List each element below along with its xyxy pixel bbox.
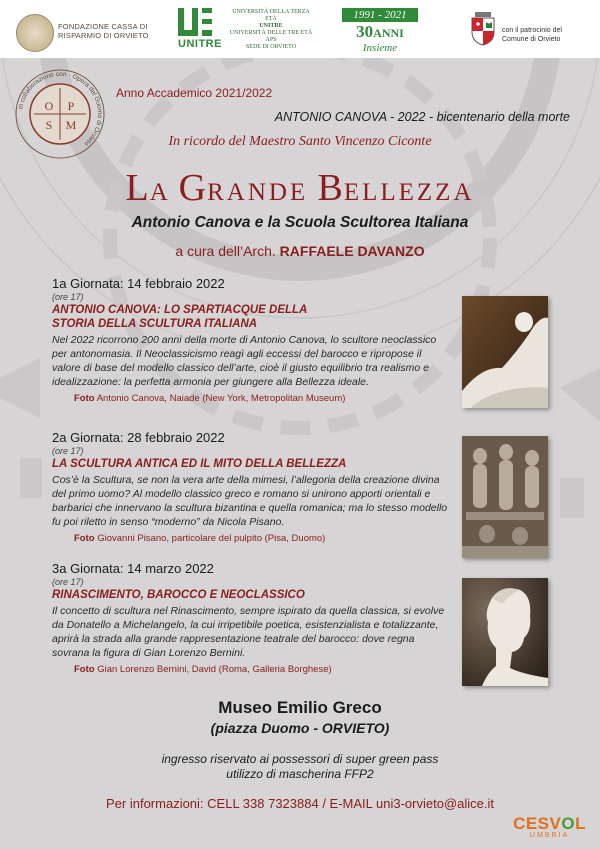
day-description: Il concetto di scultura nel Rinascimento, sempre ispirato da quella classica, si evolve da Donatello a Michelangelo, la cui irripetibile poetica, esistenzialista e totalizzante, aprirà la strada alla grande rappresentazione teatrale del barocco: dove regna sovrana la figura di Gian Lorenzo Bernini. bbox=[52, 605, 445, 659]
unitre-mark-icon bbox=[178, 8, 212, 38]
fondazione-line2: RISPARMIO DI ORVIETO bbox=[58, 31, 149, 40]
anniversary-anni: ANNI bbox=[373, 26, 404, 40]
unitre-text bbox=[228, 9, 314, 51]
lecture-day-2 bbox=[52, 430, 452, 544]
photo-credit-label: Foto bbox=[74, 664, 95, 675]
curator-name: RAFFAELE DAVANZO bbox=[279, 243, 425, 259]
day-description: Nel 2022 ricorrono 200 anni della morte di Antonio Canova, lo scultore neoclassico per antonomasia. Il Neoclassicismo reagì agli eccessi del barocco e ripropose il valore di base del modello classico dell’arte, cioè il giusto equilibrio tra realismo e idealizzazione: la perfetta armonia per giungere alla Bellezza ideale. bbox=[52, 334, 437, 388]
day-date: 2a Giornata: 28 febbraio 2022 bbox=[52, 430, 225, 445]
contact-info: Per informazioni: CELL 338 7323884 / E-MAIL uni3-orvieto@alice.it bbox=[106, 796, 494, 811]
pisano-pulpit-photo bbox=[462, 436, 548, 558]
curator-line bbox=[0, 243, 600, 259]
header-bar bbox=[0, 0, 600, 58]
day-date: 1a Giornata: 14 febbraio 2022 bbox=[52, 276, 225, 291]
cesvol-v: V bbox=[549, 814, 562, 833]
cesvol-umbria: UMBRIA bbox=[529, 832, 570, 839]
photo-credit-caption: Antonio Canova, Naiade (New York, Metropolitan Museum) bbox=[96, 393, 346, 404]
naiade-sculpture-photo bbox=[462, 296, 548, 408]
day-title: ANTONIO CANOVA: LO SPARTIACQUE DELLA STORIA DELLA SCULTURA ITALIANA bbox=[52, 304, 307, 330]
title-word3: ELLEZZA bbox=[343, 179, 475, 206]
cesvol-o: O bbox=[561, 814, 576, 833]
venue-place: (piazza Duomo - ORVIETO) bbox=[210, 720, 390, 736]
day-title: LA SCULTURA ANTICA ED IL MITO DELLA BELLEZZA bbox=[52, 458, 347, 470]
academic-year: Anno Accademico 2021/2022 bbox=[116, 86, 273, 100]
comune-line1: con il patrocinio del bbox=[502, 27, 562, 34]
title-word1: A bbox=[149, 179, 170, 206]
seal-letter-s: S bbox=[45, 118, 53, 132]
title-cap-b: B bbox=[317, 167, 344, 209]
photo-credit bbox=[52, 393, 452, 404]
cesvol-logo bbox=[513, 814, 586, 839]
unitre-line1: UNIVERSITÀ DELLA TERZA ETÀ bbox=[232, 9, 310, 22]
cesvol-wordmark bbox=[513, 814, 586, 834]
photo-credit-label: Foto bbox=[74, 533, 95, 544]
photo-credit bbox=[52, 533, 452, 544]
entry-note bbox=[0, 752, 600, 782]
canova-bicentenary: ANTONIO CANOVA - 2022 - bicentenario della morte bbox=[274, 110, 570, 124]
unitre-name: UNITRE bbox=[178, 38, 222, 50]
day-hour: (ore 17) bbox=[52, 292, 84, 302]
lecture-day-3 bbox=[52, 561, 452, 675]
fondazione-line1: FONDAZIONE CASSA DI bbox=[58, 22, 148, 31]
seal-ring-text: in collaborazione con · Opera del Duomo di Orvieto bbox=[17, 70, 104, 148]
unitre-line4: APS bbox=[265, 37, 277, 43]
day-hour: (ore 17) bbox=[52, 577, 84, 587]
entry-note-line1: ingresso riservato ai possessori di super green pass bbox=[161, 752, 439, 766]
title-word2: RANDE bbox=[207, 179, 309, 206]
bernini-david-photo bbox=[462, 578, 548, 686]
day-description: Cos’è la Scultura, se non la vera arte della mimesi, l’allegoria della creazione divina del primo uomo? Al modello classico greco e romano si unirono apporti orientali e barbarici che innervano la scultura bizantina e quella romanica; ma lo stesso modello fu poi riletto in senso “moderno” da Nicola Pisano. bbox=[52, 474, 448, 528]
anniversary-number bbox=[340, 23, 420, 42]
anniversary-insieme: Insieme bbox=[362, 42, 398, 54]
venue-name: Museo Emilio Greco bbox=[218, 698, 382, 717]
anniversary-logo bbox=[340, 8, 420, 54]
unitre-line5: SEDE DI ORVIETO bbox=[245, 44, 297, 50]
anniversary-years: 1991 - 2021 bbox=[342, 8, 418, 22]
fondazione-seal-icon bbox=[16, 14, 54, 52]
title-cap-l: L bbox=[125, 167, 150, 209]
unitre-line3: UNIVERSITÀ DELLE TRE ETÀ bbox=[229, 30, 313, 36]
unitre-line2: UNITRE bbox=[259, 23, 283, 29]
seal-letter-p: P bbox=[67, 99, 75, 113]
photo-credit-label: Foto bbox=[74, 393, 95, 404]
comune-text bbox=[502, 26, 562, 44]
poster-title bbox=[0, 166, 600, 210]
day-date: 3a Giornata: 14 marzo 2022 bbox=[52, 561, 214, 576]
comune-line2: Comune di Orvieto bbox=[502, 36, 561, 43]
day-title: RINASCIMENTO, BAROCCO E NEOCLASSICO bbox=[52, 589, 305, 601]
anniversary-30: 30 bbox=[356, 22, 374, 41]
seal-letter-m: M bbox=[65, 118, 77, 132]
photo-credit-caption: Gian Lorenzo Bernini, David (Roma, Galleria Borghese) bbox=[97, 664, 332, 675]
day-hour: (ore 17) bbox=[52, 446, 84, 456]
comune-crest-icon bbox=[470, 12, 496, 46]
memorial-line: In ricordo del Maestro Santo Vincenzo Ciconte bbox=[168, 134, 432, 149]
curator-prefix: a cura dell’Arch. bbox=[175, 243, 276, 259]
poster-subtitle: Antonio Canova e la Scuola Scultorea Italiana bbox=[131, 214, 469, 231]
seal-letter-o: O bbox=[44, 99, 54, 113]
entry-note-line2: utilizzo di mascherina FFP2 bbox=[226, 767, 374, 781]
poster-body bbox=[0, 58, 600, 849]
cesvol-ces: CES bbox=[513, 814, 550, 833]
fondazione-name bbox=[58, 22, 149, 40]
cesvol-l: L bbox=[575, 814, 586, 833]
lecture-day-1 bbox=[52, 276, 452, 404]
title-cap-g: G bbox=[178, 167, 208, 209]
photo-credit-caption: Giovanni Pisano, particolare del pulpito (Pisa, Duomo) bbox=[97, 533, 326, 544]
photo-credit bbox=[52, 664, 452, 675]
